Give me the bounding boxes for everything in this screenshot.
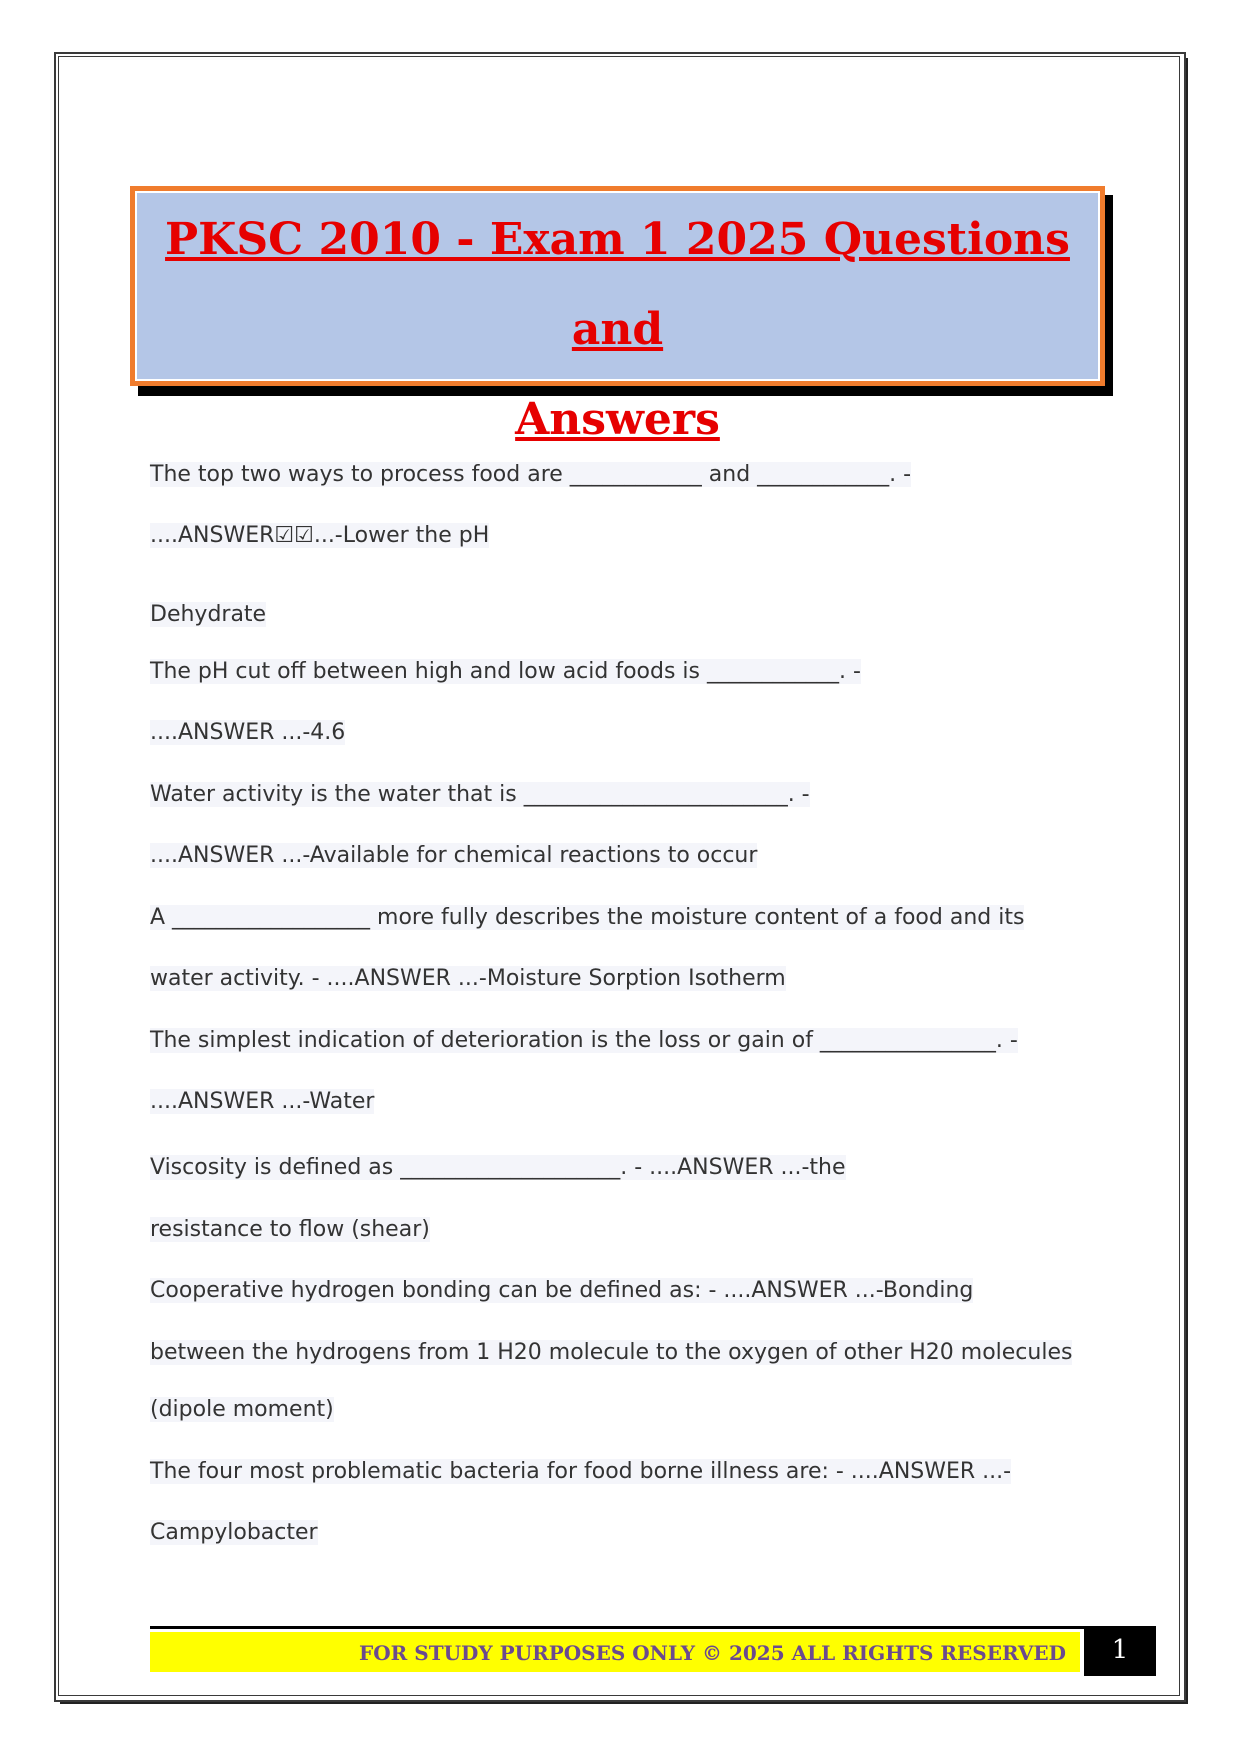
text-line: ....ANSWER ...-4.6 bbox=[150, 720, 346, 745]
text-line: The simplest indication of deterioration is the loss or gain of ________________. - bbox=[150, 1028, 1018, 1053]
title-line-1: PKSC 2010 - Exam 1 2025 Questions and bbox=[165, 214, 1070, 355]
title-banner bbox=[130, 186, 1105, 445]
text-line: ....ANSWER ...-Water bbox=[150, 1089, 375, 1114]
page-number: 1 bbox=[1084, 1626, 1156, 1676]
text-line: The pH cut off between high and low acid foods is ____________. - bbox=[150, 659, 861, 684]
text-line: ....ANSWER ...-Available for chemical reactions to occur bbox=[150, 843, 758, 868]
text-line: Water activity is the water that is ________________________. - bbox=[150, 782, 810, 807]
text-line: resistance to flow (shear) bbox=[150, 1217, 430, 1242]
text-line: The four most problematic bacteria for food borne illness are: - ....ANSWER ...- bbox=[150, 1459, 1012, 1484]
text-line: between the hydrogens from 1 H20 molecule to the oxygen of other H20 molecules bbox=[150, 1340, 1073, 1365]
text-line: Campylobacter bbox=[150, 1520, 318, 1545]
text-line: Dehydrate bbox=[150, 602, 267, 627]
text-line: ....ANSWER☑☑...-Lower the pH bbox=[150, 523, 490, 548]
text-line: Cooperative hydrogen bonding can be defined as: - ....ANSWER ...-Bonding bbox=[150, 1278, 974, 1303]
text-line: Viscosity is defined as ____________________. - ....ANSWER ...-the bbox=[150, 1155, 846, 1180]
footer-banner: FOR STUDY PURPOSES ONLY © 2025 ALL RIGHTS RESERVED bbox=[150, 1632, 1080, 1672]
text-line: water activity. - ....ANSWER ...-Moisture Sorption Isotherm bbox=[150, 966, 786, 991]
text-line: A __________________ more fully describes the moisture content of a food and its bbox=[150, 905, 1025, 930]
title-text-area bbox=[135, 191, 1100, 445]
title-line-2: Answers bbox=[515, 394, 720, 445]
text-line: The top two ways to process food are ____________ and ____________. - bbox=[150, 462, 912, 487]
footer-divider bbox=[150, 1626, 1084, 1629]
text-line: (dipole moment) bbox=[150, 1397, 334, 1422]
